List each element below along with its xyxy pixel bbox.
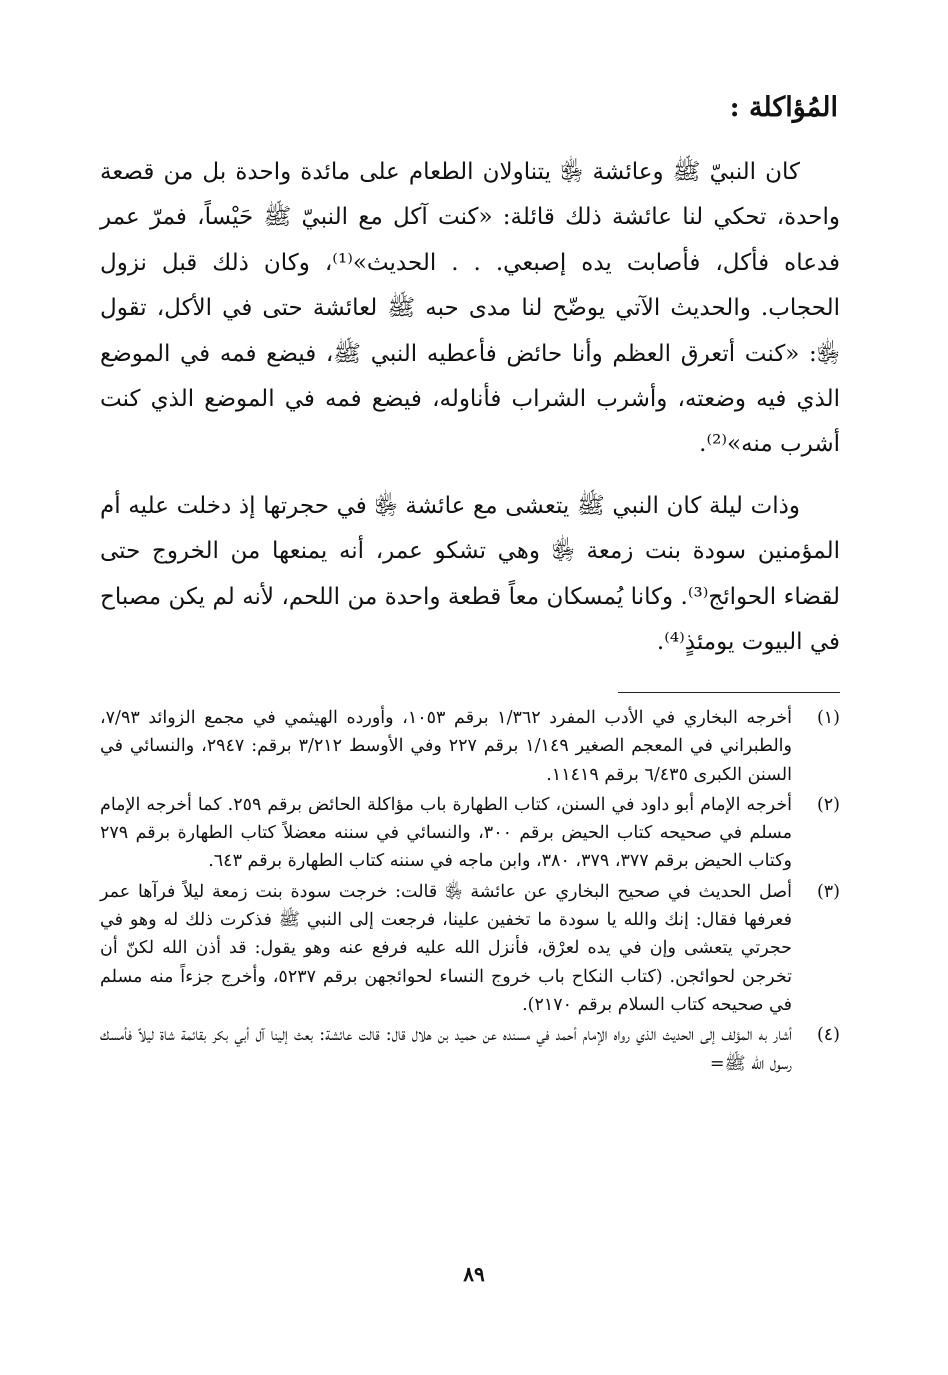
footnotes <box>100 704 840 1080</box>
paragraph-2 <box>100 484 840 666</box>
footnote-text: أخرجه البخاري في الأدب المفرد ١/٣٦٢ برقم ١٠٥٣، وأورده الهيثمي في مجمع الزوائد ٧/٩٣، والطبراني في المعجم الصغير ١/١٤٩ برقم ٢٢٧ وفي الأوسط ٣/٢١٢ برقم: ٢٩٤٧، والنسائي في السنن الكبرى ٦/٤٣٥ برقم ١١٤١٩. <box>100 708 793 785</box>
paragraph-1 <box>100 150 840 468</box>
footnote-text: أشار به المؤلف إلى الحديث الذي رواه الإمام أحمد في مسنده عن حميد بن هلال قال: قالت عائشة: بعث إلينا آل أبي بكر بقائمة شاة ليلاً فأمسك رسول الله ﷺ= <box>100 1025 792 1074</box>
footnote-text: أصل الحديث في صحيح البخاري عن عائشة ﵂ قالت: خرجت سودة بنت زمعة ليلاً فرآها عمر فعرفها فقال: إنك والله يا سودة ما تخفين علينا، فرجعت إلى النبي ﷺ فذكرت ذلك له وهو في حجرتي يتعشى وإن في يده لعرْق، فأنزل الله عليه فرفع عنه وهو يقول: قد أذن الله لكنّ أن تخرجن لحوائجن. (كتاب النكاح باب خروج النساء لحوائجهن برقم ٥٢٣٧، وأخرج جزءاً منه مسلم في صحيحه كتاب السلام برقم ٢١٧٠). <box>100 881 792 1015</box>
footnote-separator <box>618 692 840 693</box>
footnote-2 <box>100 791 840 876</box>
footnote-3 <box>100 878 840 1019</box>
footnote-1 <box>100 704 840 789</box>
footnote-number: (١) <box>816 708 840 728</box>
section-heading: المُؤاكلة : <box>729 92 838 123</box>
footnote-number: (٢) <box>816 794 840 815</box>
footnote-4 <box>100 1021 840 1078</box>
paragraph-2-text: وذات ليلة كان النبي ﷺ يتعشى مع عائشة ﵂ في حجرتها إذ دخلت عليه أم المؤمنين سودة بنت زمعة ﵂ وهي تشكو عمر، أنه يمنعها من الخروج حتى لقضاء الحوائج⁽³⁾. وكانا يُمسكان معاً قطعة واحدة من اللحم، لأنه لم يكن مصباح في البيوت يومئذٍ⁽⁴⁾. <box>100 493 840 656</box>
footnote-number: (٣) <box>816 881 840 902</box>
paragraph-1-text: كان النبيّ ﷺ وعائشة ﵂ يتناولان الطعام على مائدة واحدة بل من قصعة واحدة، تحكي لنا عائشة ذلك قائلة: «كنت آكل مع النبيّ ﷺ حَيْساً، فمرّ عمر فدعاه فأكل، فأصابت يده إصبعي. . . الحديث»⁽¹⁾، وكان ذلك قبل نزول الحجاب. والحديث الآتي يوضّح لنا مدى حبه ﷺ لعائشة حتى في الأكل، تقول ﵂: «كنت أتعرق العظم وأنا حائض فأعطيه النبي ﷺ، فيضع فمه في الموضع الذي فيه وضعته، وأشرب الشراب فأناوله، فيضع فمه في الموضع الذي كنت أشرب منه»⁽²⁾. <box>100 159 840 458</box>
footnote-text: أخرجه الإمام أبو داود في السنن، كتاب الطهارة باب مؤاكلة الحائض برقم ٢٥٩. كما أخرجه الإمام مسلم في صحيحه كتاب الحيض برقم ٣٠٠، والنسائي في سننه معضلاً كتاب الطهارة برقم ٢٧٩ وكتاب الحيض برقم ٣٧٧، ٣٧٩، ٣٨٠، وابن ماجه في سننه كتاب الطهارة برقم ٦٤٣. <box>100 794 792 872</box>
footnote-number: (٤) <box>816 1025 840 1046</box>
page-number: ٨٩ <box>463 1262 485 1286</box>
